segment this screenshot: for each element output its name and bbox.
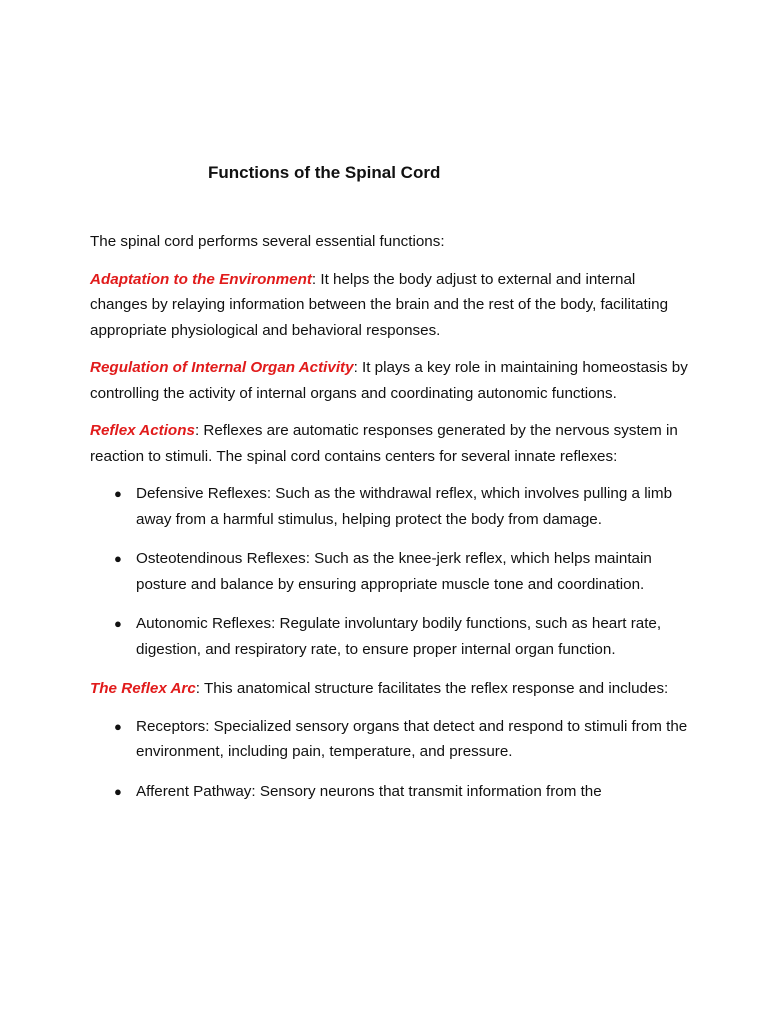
bullet-icon: ● xyxy=(114,486,122,501)
bullet-icon: ● xyxy=(114,616,122,631)
section-term: Adaptation to the Environment xyxy=(90,270,312,288)
list-item xyxy=(90,714,688,765)
reflex-actions-list xyxy=(90,481,688,662)
list-item-text: Autonomic Reflexes: Regulate involuntary bodily functions, such as heart rate, digestion, and respiratory rate, to ensure proper internal organ function. xyxy=(136,615,662,658)
section-reflex-actions xyxy=(90,418,688,469)
section-text: : This anatomical structure facilitates the reflex response and includes: xyxy=(195,680,669,697)
bullet-icon: ● xyxy=(114,551,122,566)
list-item-text: Osteotendinous Reflexes: Such as the knee-jerk reflex, which helps maintain posture and balance by ensuring appropriate muscle tone and coordination. xyxy=(136,550,652,593)
section-adaptation xyxy=(90,267,688,344)
section-term: Regulation of Internal Organ Activity xyxy=(90,359,354,376)
section-term: Reflex Actions xyxy=(90,422,195,439)
section-text: : Reflexes are automatic responses generated by the nervous system in reaction to stimuli. The spinal cord contains centers for several innate reflexes: xyxy=(90,422,678,465)
reflex-arc-list xyxy=(90,714,688,805)
section-text: : It helps the body adjust to external and internal changes by relaying information between the brain and the rest of the body, facilitating appropriate physiological and behavioral responses. xyxy=(90,270,669,339)
bullet-icon: ● xyxy=(114,783,122,799)
section-reflex-arc xyxy=(90,676,688,702)
list-item-text: Receptors: Specialized sensory organs that detect and respond to stimuli from the environment, including pain, temperature, and pressure. xyxy=(136,717,688,760)
list-item xyxy=(90,481,688,532)
list-item-text: Afferent Pathway: Sensory neurons that transmit information from the xyxy=(136,782,602,800)
list-item-text: Defensive Reflexes: Such as the withdrawal reflex, which involves pulling a limb away from a harmful stimulus, helping protect the body from damage. xyxy=(136,485,673,528)
section-term: The Reflex Arc xyxy=(90,680,196,697)
list-item xyxy=(90,779,688,805)
section-text: : It plays a key role in maintaining homeostasis by controlling the activity of internal organs and coordinating autonomic functions. xyxy=(90,359,688,402)
list-item xyxy=(90,546,688,597)
list-item xyxy=(90,611,688,662)
intro-paragraph: The spinal cord performs several essential functions: xyxy=(90,233,445,250)
bullet-icon: ● xyxy=(114,718,122,734)
section-regulation xyxy=(90,355,688,406)
document-title: Functions of the Spinal Cord xyxy=(208,163,441,182)
